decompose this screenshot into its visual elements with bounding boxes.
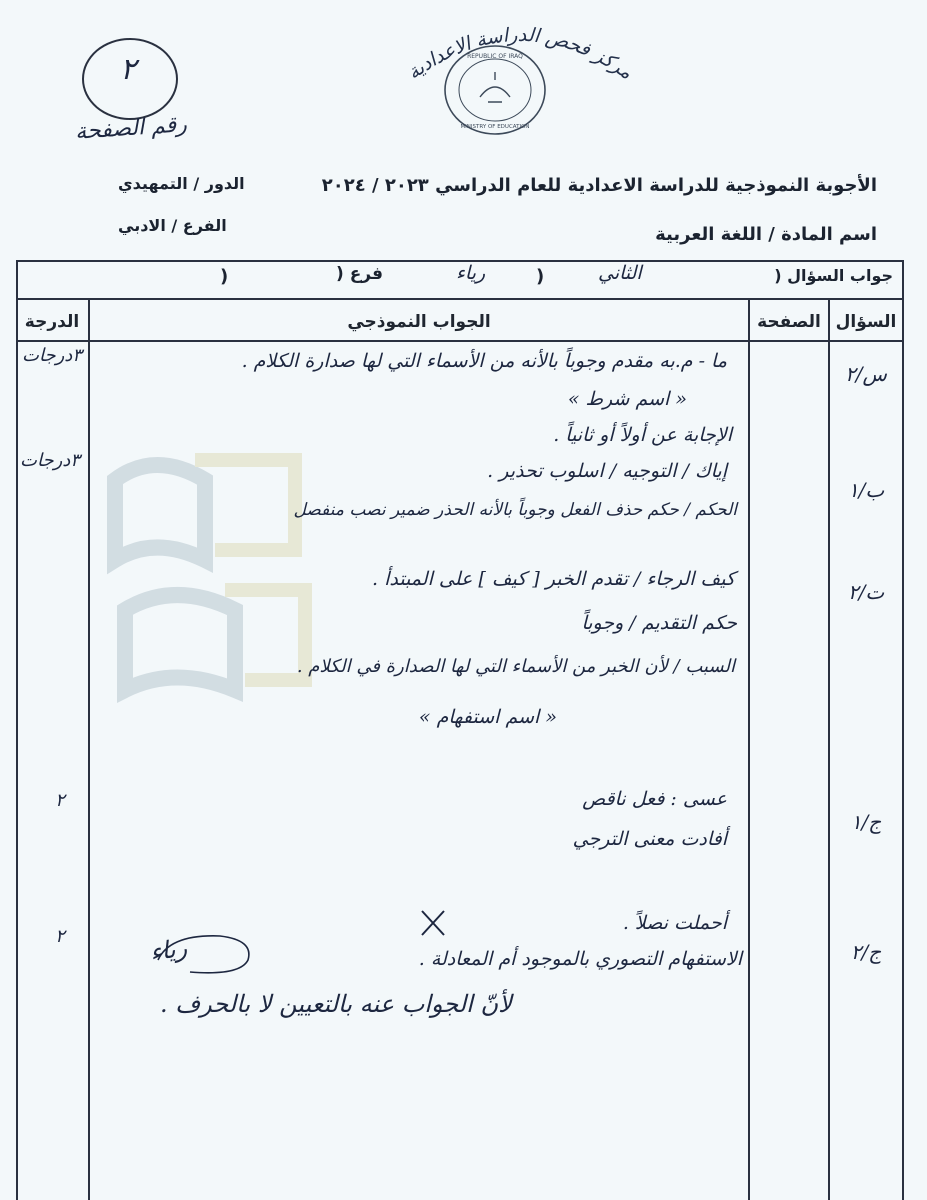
ministry-seal [440, 42, 550, 138]
answer-line: عسى : فعل ناقص [582, 788, 727, 810]
answer-part: رياء [456, 262, 486, 284]
answer-line: حكم التقديم / وجوباً [581, 612, 737, 634]
answer-line: الحكم / حكم حذف الفعل وجوباً بالأنه الحذر ضمير نصب منفصل [293, 500, 737, 520]
row-grade: ٢ [55, 926, 65, 947]
answer-branch-label: فرع ( [336, 264, 384, 284]
row-grade: ٢ [55, 790, 65, 811]
marginal-note: رياء [148, 933, 189, 967]
page-number: ٢ [119, 52, 137, 87]
row-question: ت/٢ [847, 580, 885, 604]
answer-line: الإجابة عن أولاً أو ثانياً . [553, 424, 732, 446]
answer-question-close: ) [536, 266, 545, 287]
answer-line: أحملت نصلاً . [622, 912, 727, 934]
table-divider [828, 298, 830, 1200]
table-divider [748, 298, 750, 1200]
seal-bottom-text: MINISTRY OF EDUCATION [460, 124, 530, 130]
row-question: ج/٢ [850, 940, 882, 964]
answer-line: كيف الرجاء / تقدم الخبر [ كيف ] على المبتدأ . [372, 568, 735, 590]
answer-question-label: جواب السؤال ( [774, 266, 893, 285]
center-name-text: مركز فحص الدراسة الاعدادية [403, 23, 637, 84]
page-number-label: رقم الصفحة [74, 112, 188, 145]
table-divider [16, 298, 904, 300]
document-title: الأجوبة النموذجية للدراسة الاعدادية للعام الدراسي ٢٠٢٣ / ٢٠٢٤ [321, 175, 877, 196]
answer-line: السبب / لأن الخبر من الأسماء التي لها الصدارة في الكلام . [296, 656, 735, 677]
column-header-model-answer: الجواب النموذجي [347, 312, 491, 332]
row-question: ج/١ [850, 810, 882, 834]
table-divider [16, 340, 904, 342]
row-grade: ٣درجات [20, 450, 80, 471]
column-header-question: السؤال [835, 312, 897, 332]
table-divider [88, 298, 90, 1200]
answer-line: إياك / التوجيه / اسلوب تحذير . [487, 460, 727, 482]
column-header-grade: الدرجة [24, 312, 80, 332]
note-circle [150, 930, 260, 978]
answer-table [16, 260, 904, 1200]
answer-line: « اسم شرط » [567, 388, 687, 410]
answer-line: الاستفهام التصوري بالموجود أم المعادلة . [418, 948, 742, 970]
row-question: ب/١ [847, 478, 885, 502]
branch-name: الفرع / الادبي [118, 216, 227, 235]
answer-line: ما - م.به مقدم وجوباً بالأنه من الأسماء التي لها صدارة الكلام . [241, 350, 727, 372]
answer-line: لأنّ الجواب عنه بالتعيين لا بالحرف . [160, 990, 512, 1018]
row-question: س/٢ [845, 362, 887, 386]
answer-line: أفادت معنى الترجي [572, 828, 727, 850]
column-header-page: الصفحة [757, 312, 821, 332]
subject-name: اسم المادة / اللغة العربية [655, 224, 877, 245]
exam-round: الدور / التمهيدي [118, 174, 245, 193]
answer-line: « اسم استفهام » [418, 706, 557, 728]
answer-branch-close: ) [220, 266, 229, 287]
seal-top-text: REPUBLIC OF IRAQ [467, 53, 523, 60]
answer-question-number: الثاني [598, 262, 642, 284]
cross-mark-icon [418, 908, 448, 938]
row-grade: ٣درجات [22, 345, 82, 366]
